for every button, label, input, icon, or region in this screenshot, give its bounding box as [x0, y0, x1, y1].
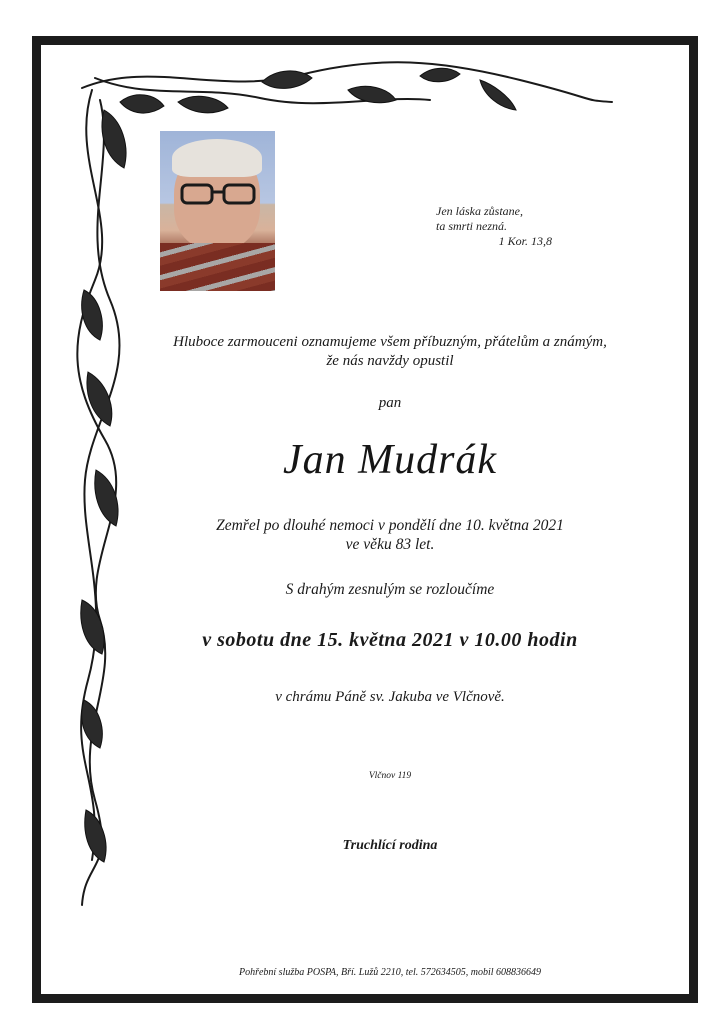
family-address: Vlčnov 119 [368, 771, 412, 781]
announcement-line-1: Hluboce zarmouceni oznamujeme všem příbuzným, přátelům a známým, [173, 334, 607, 350]
death-line-1: Zemřel po dlouhé nemoci v pondělí dne 10. května 2021 [216, 517, 564, 534]
announcement-text [80, 333, 700, 371]
portrait-glasses [180, 183, 256, 205]
funeral-service-footer: Pohřební služba POSPA, Bří. Lužů 2210, tel. 572634505, mobil 608836649 [238, 967, 542, 978]
funeral-location: v chrámu Páně sv. Jakuba ve Vlčnově. [275, 689, 505, 705]
announcement-line-2: že nás navždy opustil [326, 353, 454, 369]
funeral-datetime: v sobotu dne 15. května 2021 v 10.00 hodin [202, 629, 578, 651]
portrait-hair [172, 139, 262, 177]
quote-line-2: ta smrti nezná. [436, 219, 508, 233]
death-line-2: ve věku 83 let. [345, 536, 435, 553]
title-word: pan [378, 395, 402, 411]
quote-line-1: Jen láska zůstane, [436, 204, 523, 218]
signature: Truchlící rodina [342, 838, 438, 853]
quote-reference: 1 Kor. 13,8 [498, 234, 552, 248]
portrait-shirt [160, 243, 275, 291]
deceased-name: Jan Mudrák [282, 437, 498, 483]
bible-quote [436, 204, 566, 249]
farewell-text: S drahým zesnulým se rozloučíme [285, 581, 495, 598]
portrait-photo [160, 131, 275, 291]
death-details [80, 516, 700, 554]
